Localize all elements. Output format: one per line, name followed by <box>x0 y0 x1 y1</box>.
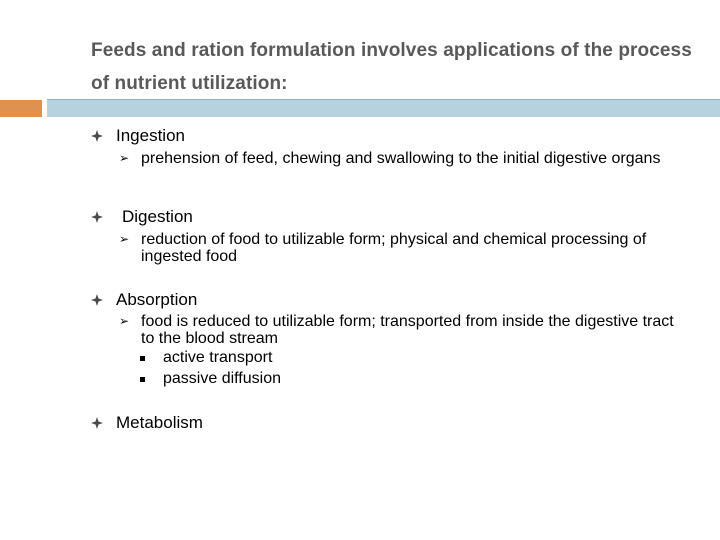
sub-item-text: food is reduced to utilizable form; transported from inside the digestive tract to the blood stream <box>141 313 674 347</box>
sub-item-text: reduction of food to utilizable form; physical and chemical processing of ingested food <box>141 231 647 265</box>
sub-sub-item-text: passive diffusion <box>163 370 281 387</box>
accent-bar-blue <box>47 100 720 117</box>
arrow-bullet-icon: ➢ <box>119 314 130 328</box>
diamond-bullet-icon <box>91 211 103 223</box>
sub-sub-item-text: active transport <box>163 349 273 366</box>
item-label: Digestion <box>122 207 193 226</box>
square-bullet-icon <box>140 356 145 361</box>
diamond-bullet-icon <box>91 417 103 429</box>
slide-title: Feeds and ration formulation involves applications of the process of nutrient utilization: <box>91 40 692 94</box>
diamond-bullet-icon <box>91 130 103 142</box>
diamond-bullet-icon <box>91 294 103 306</box>
item-label: Metabolism <box>116 413 203 432</box>
square-bullet-icon <box>140 377 145 382</box>
item-label: Ingestion <box>116 126 185 145</box>
arrow-bullet-icon: ➢ <box>119 151 130 165</box>
accent-bar-orange <box>0 100 42 117</box>
arrow-bullet-icon: ➢ <box>119 232 130 246</box>
item-label: Absorption <box>116 290 198 309</box>
sub-item-text: prehension of feed, chewing and swallowing to the initial digestive organs <box>141 150 661 167</box>
